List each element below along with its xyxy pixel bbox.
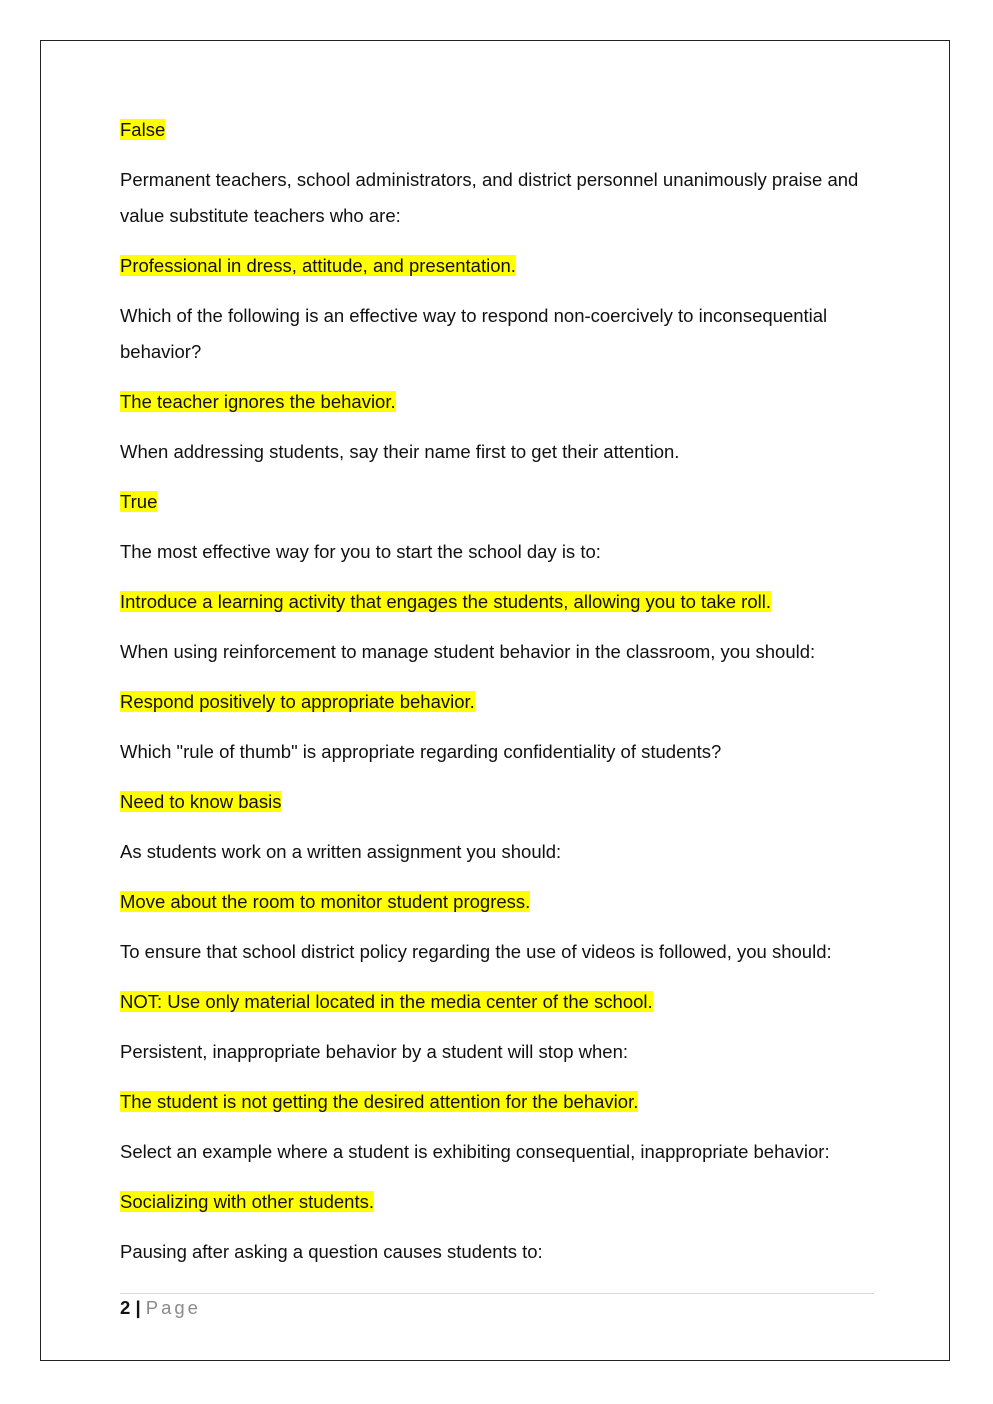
answer-line: False <box>120 119 166 140</box>
question-line: Persistent, inappropriate behavior by a student will stop when: <box>120 1041 629 1062</box>
answer-line: NOT: Use only material located in the media center of the school. <box>120 991 653 1012</box>
question-line: The most effective way for you to start the school day is to: <box>120 541 601 562</box>
answer-line: The student is not getting the desired attention for the behavior. <box>120 1091 639 1112</box>
question-line: Permanent teachers, school administrators, and district personnel unanimously praise and value substitute teachers who are: <box>120 169 859 226</box>
answer-line: Move about the room to monitor student progress. <box>120 891 531 912</box>
document-body <box>120 112 880 1270</box>
page-label: Page <box>145 1297 201 1318</box>
question-line: Which "rule of thumb" is appropriate regarding confidentiality of students? <box>120 741 722 762</box>
question-line: When using reinforcement to manage student behavior in the classroom, you should: <box>120 641 816 662</box>
question-line: Select an example where a student is exhibiting consequential, inappropriate behavior: <box>120 1141 830 1162</box>
footer-divider <box>120 1293 874 1294</box>
answer-line: Socializing with other students. <box>120 1191 374 1212</box>
page-number: 2 <box>120 1297 131 1318</box>
question-line: When addressing students, say their name first to get their attention. <box>120 441 680 462</box>
answer-line: True <box>120 491 158 512</box>
answer-line: The teacher ignores the behavior. <box>120 391 396 412</box>
page-footer <box>120 1296 201 1320</box>
answer-line: Need to know basis <box>120 791 282 812</box>
question-line: Pausing after asking a question causes students to: <box>120 1241 543 1262</box>
question-line: Which of the following is an effective way to respond non-coercively to inconsequential behavior? <box>120 305 828 362</box>
answer-line: Introduce a learning activity that engages the students, allowing you to take roll. <box>120 591 771 612</box>
answer-line: Professional in dress, attitude, and presentation. <box>120 255 516 276</box>
question-line: To ensure that school district policy regarding the use of videos is followed, you should: <box>120 941 832 962</box>
answer-line: Respond positively to appropriate behavior. <box>120 691 475 712</box>
question-line: As students work on a written assignment you should: <box>120 841 562 862</box>
footer-separator: | <box>135 1297 141 1318</box>
